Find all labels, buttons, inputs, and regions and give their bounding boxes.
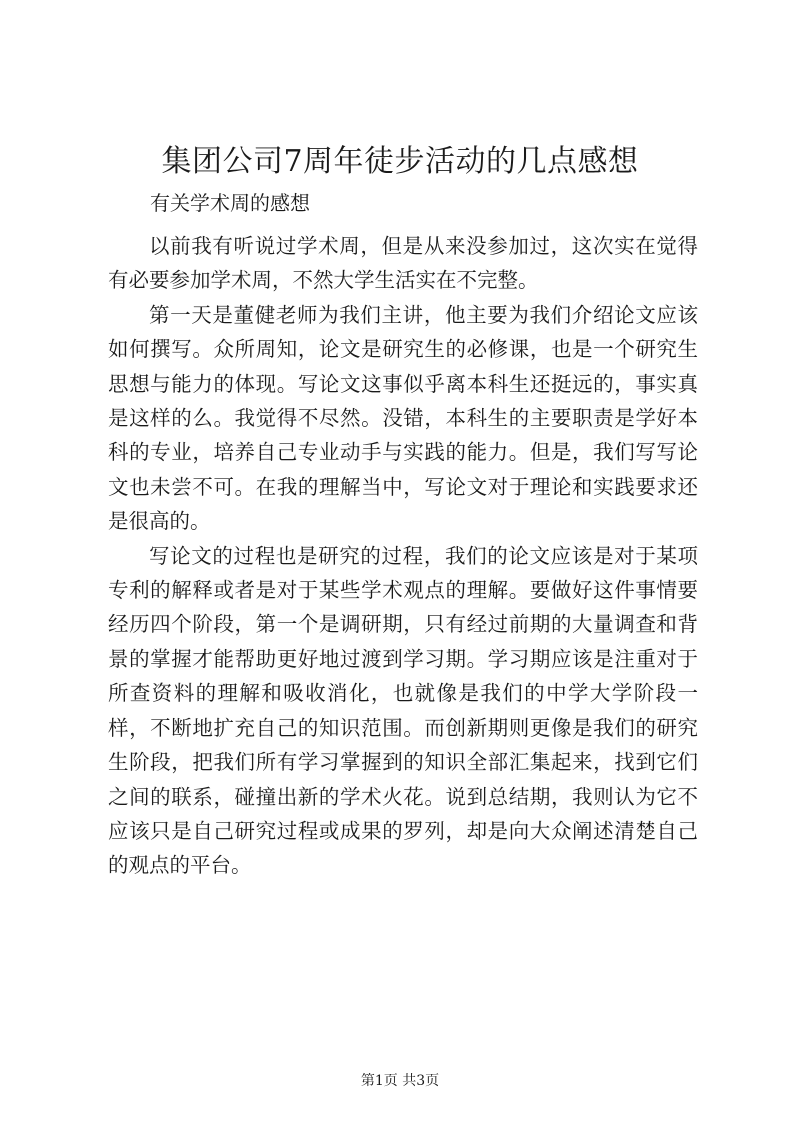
body-paragraph: 第一天是董健老师为我们主讲，他主要为我们介绍论文应该如何撰写。众所周知，论文是研究生的必修课，也是一个研究生思想与能力的体现。写论文这事似乎离本科生还挺远的，事实真是这样的么。我觉得不尽然。没错，本科生的主要职责是学好本科的专业，培养自己专业动手与实践的能力。但是，我们写写论文也未尝不可。在我的理解当中，写论文对于理论和实践要求还是很高的。 <box>108 302 698 534</box>
body-paragraph: 写论文的过程也是研究的过程，我们的论文应该是对于某项专利的解释或者是对于某些学术观点的理解。要做好这件事情要经历四个阶段，第一个是调研期，只有经过前期的大量调查和背景的掌握才能帮助更好地过渡到学习期。学习期应该是注重对于所查资料的理解和吸收消化，也就像是我们的中学大学阶段一样，不断地扩充自己的知识范围。而创新期则更像是我们的研究生阶段，把我们所有学习掌握到的知识全部汇集起来，找到它们之间的联系，碰撞出新的学术火花。说到总结期，我则认为它不应该只是自己研究过程或成果的罗列，却是向大众阐述清楚自己的观点的平台。 <box>108 543 698 878</box>
document-subtitle: 有关学术周的感想 <box>150 191 310 215</box>
document-body <box>108 229 698 883</box>
document-title: 集团公司7周年徒步活动的几点感想 <box>161 144 639 179</box>
page-number-footer: 第1页 共3页 <box>360 1073 440 1089</box>
body-paragraph: 以前我有听说过学术周，但是从来没参加过，这次实在觉得有必要参加学术周，不然大学生活实在不完整。 <box>108 234 698 293</box>
